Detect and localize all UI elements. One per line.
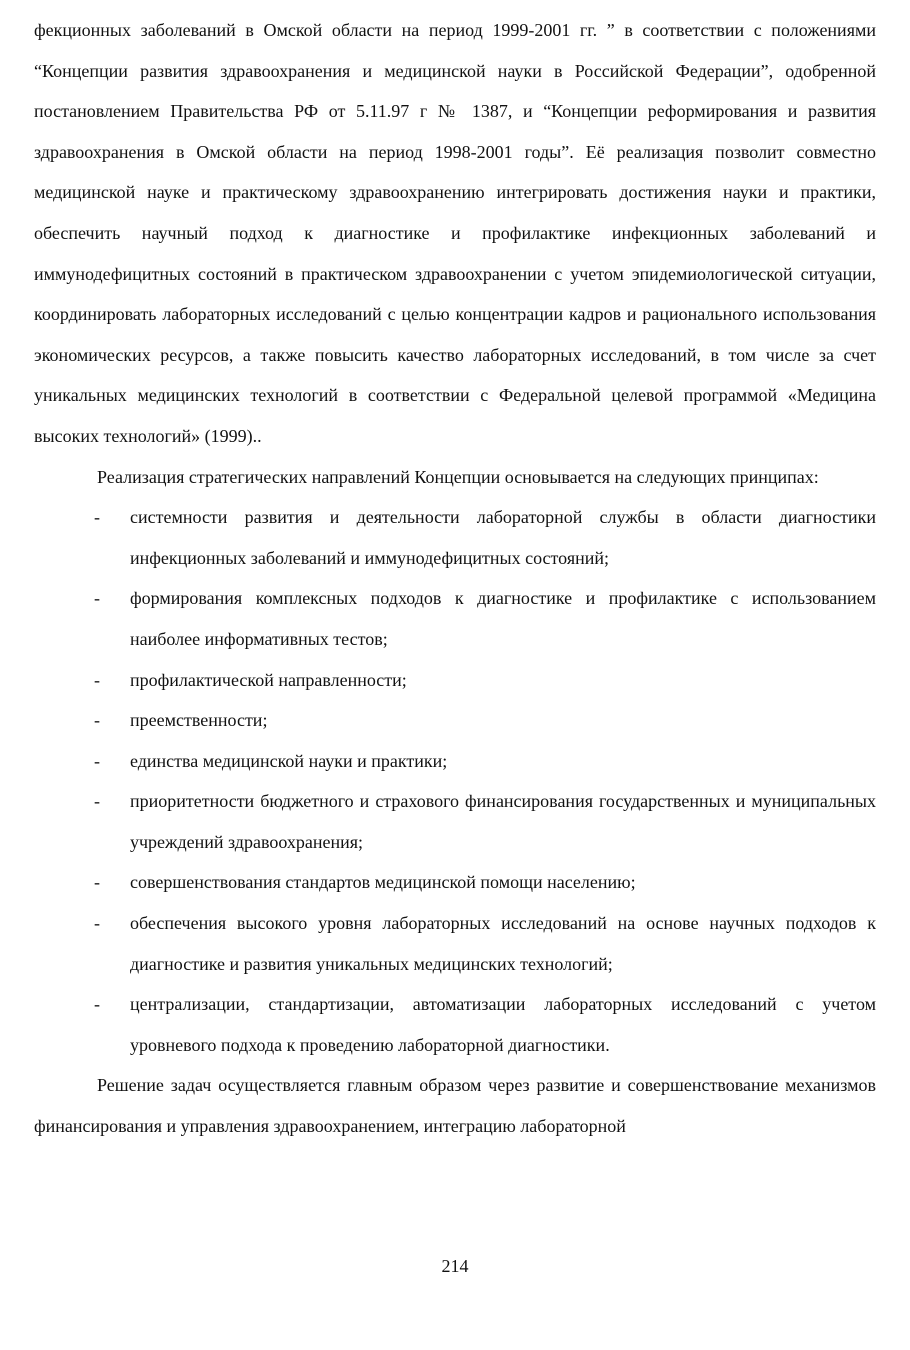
- bullet-dash: -: [94, 994, 100, 1015]
- list-item-text: профилактической направленности;: [130, 669, 407, 690]
- bullet-dash: -: [94, 913, 100, 934]
- list-item: [34, 660, 876, 701]
- bullet-dash: -: [94, 710, 100, 731]
- page-number: 214: [441, 1256, 469, 1276]
- bullet-dash: -: [94, 507, 100, 528]
- list-item: [34, 578, 876, 659]
- list-item: [34, 741, 876, 782]
- list-item-text: формирования комплексных подходов к диагностике и профилактике с использованием наиболее информативных тестов;: [130, 588, 876, 649]
- list-item-text: обеспечения высокого уровня лабораторных исследований на основе научных подходов к диагностике и развития уникальных медицинских технологий;: [130, 913, 876, 974]
- list-item-text: приоритетности бюджетного и страхового финансирования государственных и муниципальных учреждений здравоохранения;: [130, 791, 876, 852]
- bullet-dash: -: [94, 872, 100, 893]
- paragraph-intro: фекционных заболеваний в Омской области на период 1999-2001 гг. ” в соответствии с положениями “Концепции развития здравоохранения и медицинской науки в Российской Федерации”, одобренной постановлением Правительства РФ от 5.11.97 г № 1387, и “Концепции реформирования и развития здравоохранения в Омской области на период 1998-2001 годы”. Её реализация позволит совместно медицинской науке и практическому здравоохранению интегрировать достижения науки и практики, обеспечить научный подход к диагностике и профилактике инфекционных заболеваний и иммунодефицитных состояний в практическом здравоохранении с учетом эпидемиологической ситуации, координировать лабораторных исследований с целью концентрации кадров и рационального использования экономических ресурсов, а также повысить качество лабораторных исследований, в том числе за счет уникальных медицинских технологий в соответствии с Федеральной целевой программой «Медицина высоких технологий» (1999)..: [34, 20, 876, 446]
- list-item-text: преемственности;: [130, 710, 268, 731]
- paragraph-principles-lead: Реализация стратегических направлений Концепции основывается на следующих принципах:: [97, 466, 819, 487]
- paragraph-conclusion: Решение задач осуществляется главным образом через развитие и совершенствование механизмов финансирования и управления здравоохранением, интеграцию лабораторной: [34, 1075, 876, 1137]
- list-item-text: единства медицинской науки и практики;: [130, 750, 448, 771]
- list-item-text: системности развития и деятельности лабораторной службы в области диагностики инфекционных заболеваний и иммунодефицитных состояний;: [130, 507, 876, 568]
- bullet-dash: -: [94, 588, 100, 609]
- principles-list: [34, 497, 876, 1065]
- list-item: [34, 700, 876, 741]
- bullet-dash: -: [94, 669, 100, 690]
- list-item: [34, 903, 876, 984]
- bullet-dash: -: [94, 750, 100, 771]
- bullet-dash: -: [94, 791, 100, 812]
- list-item: [34, 984, 876, 1065]
- list-item-text: централизации, стандартизации, автоматизации лабораторных исследований с учетом уровневого подхода к проведению лабораторной диагностики.: [130, 994, 876, 1055]
- document-page: [34, 10, 876, 1147]
- list-item: [34, 781, 876, 862]
- list-item: [34, 862, 876, 903]
- list-item-text: совершенствования стандартов медицинской помощи населению;: [130, 872, 636, 893]
- list-item: [34, 497, 876, 578]
